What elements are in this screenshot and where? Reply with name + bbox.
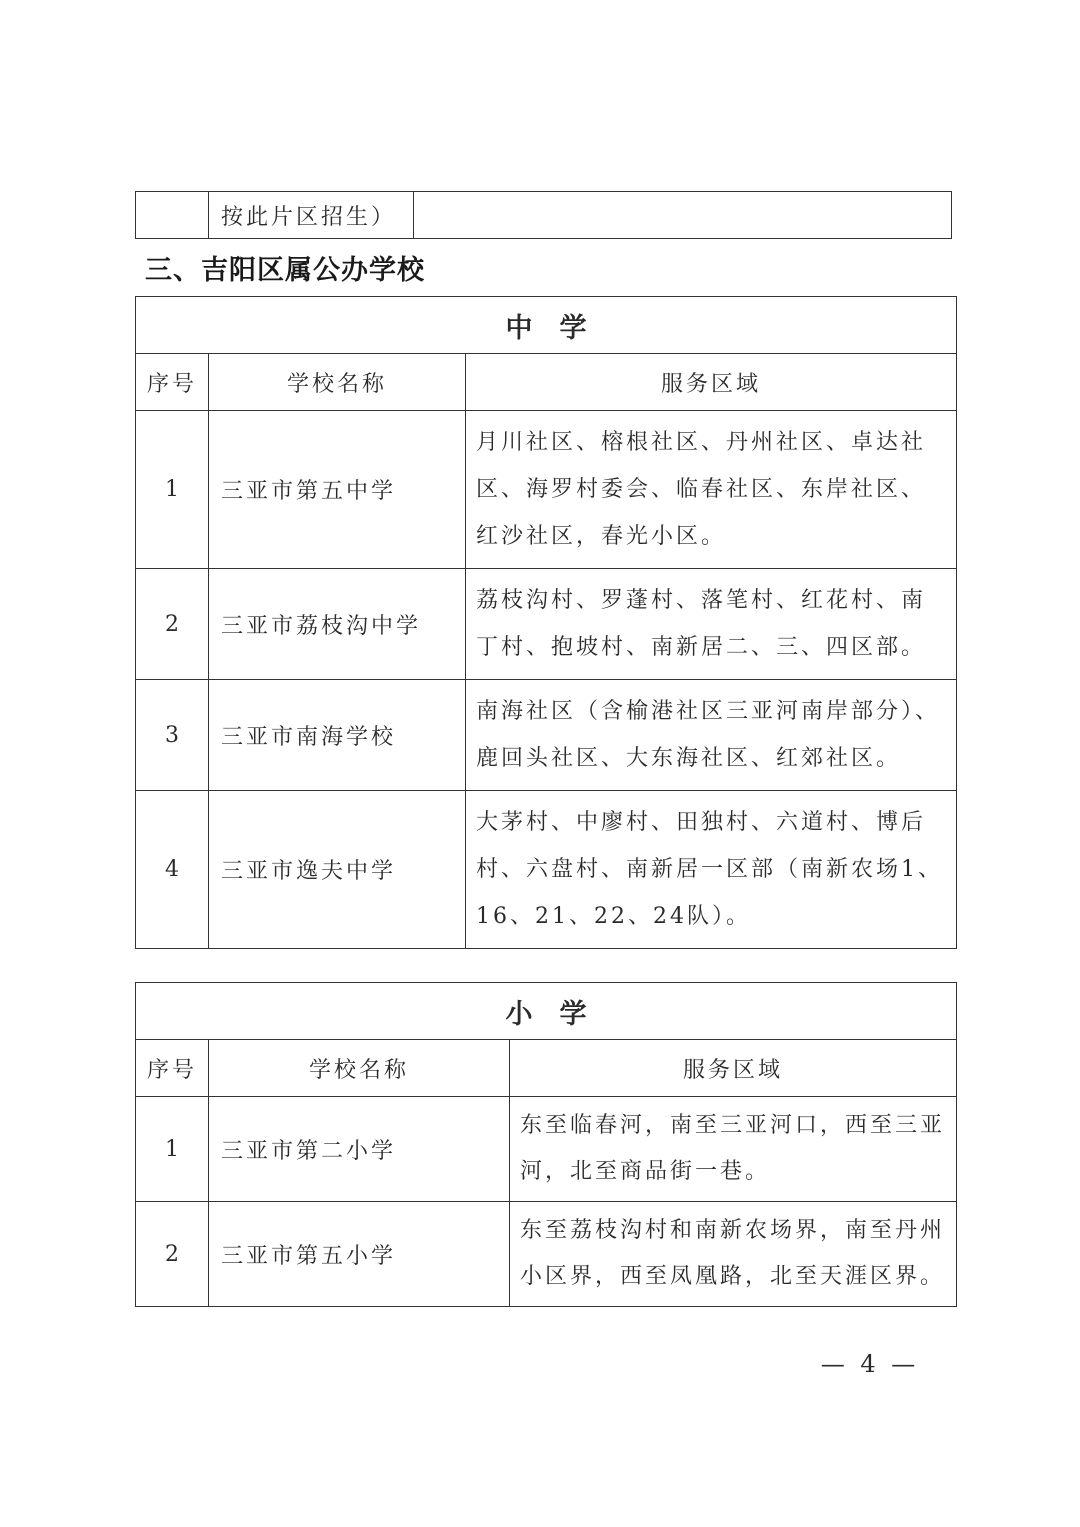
header-number: 序号 xyxy=(136,354,209,411)
school-name: 三亚市逸夫中学 xyxy=(209,791,466,949)
row-number: 3 xyxy=(136,680,209,791)
table-row xyxy=(136,569,957,680)
row-number: 4 xyxy=(136,791,209,949)
row-number: 1 xyxy=(136,411,209,569)
table-title: 小 学 xyxy=(136,983,957,1040)
table-row xyxy=(136,680,957,791)
header-name: 学校名称 xyxy=(209,1040,510,1097)
school-name: 三亚市南海学校 xyxy=(209,680,466,791)
section-heading: 三、吉阳区属公办学校 xyxy=(145,255,425,286)
row-number: 2 xyxy=(136,1202,209,1307)
table-header-row xyxy=(136,354,957,411)
table-title-row xyxy=(136,297,957,354)
table-row xyxy=(136,1202,957,1307)
row-number: 1 xyxy=(136,1097,209,1202)
table-row xyxy=(136,192,952,239)
row-number: 2 xyxy=(136,569,209,680)
table-title: 中 学 xyxy=(136,297,957,354)
service-area: 东至荔枝沟村和南新农场界，南至丹州小区界，西至凤凰路，北至天涯区界。 xyxy=(510,1202,957,1307)
service-area: 东至临春河，南至三亚河口，西至三亚河，北至商品街一巷。 xyxy=(510,1097,957,1202)
primary-school-table xyxy=(135,982,957,1307)
school-name: 三亚市第五中学 xyxy=(209,411,466,569)
service-area: 荔枝沟村、罗蓬村、落笔村、红花村、南丁村、抱坡村、南新居二、三、四区部。 xyxy=(466,569,957,680)
header-number: 序号 xyxy=(136,1040,209,1097)
school-name: 三亚市荔枝沟中学 xyxy=(209,569,466,680)
page-number: — 4 — xyxy=(820,1350,920,1378)
table-row xyxy=(136,1097,957,1202)
header-name: 学校名称 xyxy=(209,354,466,411)
continuation-table xyxy=(135,191,952,239)
table-cell xyxy=(414,192,952,239)
header-area: 服务区域 xyxy=(510,1040,957,1097)
table-header-row xyxy=(136,1040,957,1097)
school-name: 三亚市第五小学 xyxy=(209,1202,510,1307)
header-area: 服务区域 xyxy=(466,354,957,411)
table-row xyxy=(136,791,957,949)
middle-school-table xyxy=(135,296,957,949)
service-area: 月川社区、榕根社区、丹州社区、卓达社区、海罗村委会、临春社区、东岸社区、红沙社区，春光小区。 xyxy=(466,411,957,569)
service-area: 大茅村、中廖村、田独村、六道村、博后村、六盘村、南新居一区部（南新农场1、16、21、22、24队）。 xyxy=(466,791,957,949)
table-row xyxy=(136,411,957,569)
table-cell xyxy=(136,192,209,239)
table-title-row xyxy=(136,983,957,1040)
service-area: 南海社区（含榆港社区三亚河南岸部分）、鹿回头社区、大东海社区、红郊社区。 xyxy=(466,680,957,791)
school-name: 三亚市第二小学 xyxy=(209,1097,510,1202)
continuation-text: 按此片区招生） xyxy=(209,192,414,239)
